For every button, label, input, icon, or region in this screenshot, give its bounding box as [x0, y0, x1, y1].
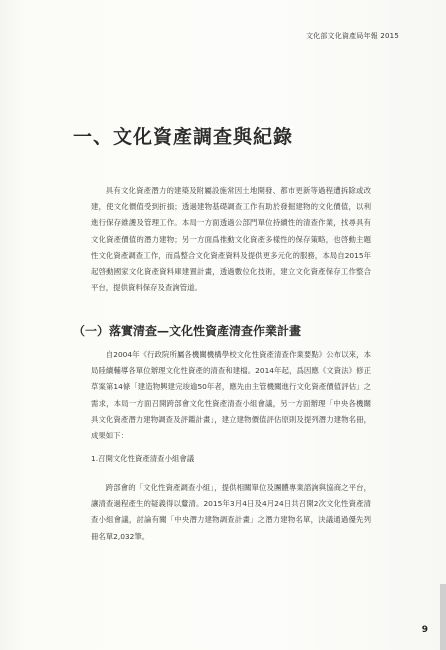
- section-title: （一）落實清查—文化性資產清查作業計畫: [73, 324, 302, 338]
- section-paragraph: 自2004年《行政院所屬各機關機構學校文化性資產清查作業要點》公布以來，本局陸續輔導各單位辦理文化性資產的清查和建檔。2014年起，爲因應《文資法》修正草案第14條「建造物興建完竣逾50年者，應先由主管機關進行文化資產價值評估」之需求，本局一方面召開跨部會文化性資產清查小組會議，另一方面辦理「中央各機關具文化資產潛力建物調查及評鑑計畫」，建立建物價值評估原則及提列潛力建物名冊，成果如下：: [91, 350, 371, 441]
- page-number: 9: [421, 625, 428, 635]
- subsection-paragraph: 跨部會的「文化性資產調查小組」，提供相關單位及團體專業諮詢與協商之平台，讓清查過程產生的疑義得以釐清。2015年3月4日及4月24日共召開2次文化性資產清查小組會議，討論有關「中央潛力建物調查計畫」之潛力建物名單，決議通過優先列冊名單2,032筆。: [91, 483, 371, 541]
- intro-paragraph: 具有文化資產潛力的建築及附屬設施常因土地開發、都市更新等過程遭拆除或改建，使文化價值受到折損；透過建物基礎調查工作有助於發掘建物的文化價值，以利進行保存維護及管理工作。本局一方面透過公部門單位持續性的清查作業，找尋具有文化資產價值的潛力建物；另一方面爲推動文化資產多樣性的保存策略，也啓動主題性文化資產調查工作，而爲整合文化資產資料及提供更多元化的服務，本局自2015年起啓動國家文化資產資料庫建置計畫，透過數位化技術，建立文化資產保存工作整合平台，提供資料保存及查詢管道。: [91, 186, 371, 293]
- page-edge-tab: [440, 584, 446, 650]
- subsection-heading: 1.召開文化性資產清查小組會議: [91, 454, 195, 463]
- running-header: 文化部文化資產局年報 2015: [305, 32, 399, 40]
- chapter-title: 一、文化資產調查與紀錄: [73, 126, 294, 148]
